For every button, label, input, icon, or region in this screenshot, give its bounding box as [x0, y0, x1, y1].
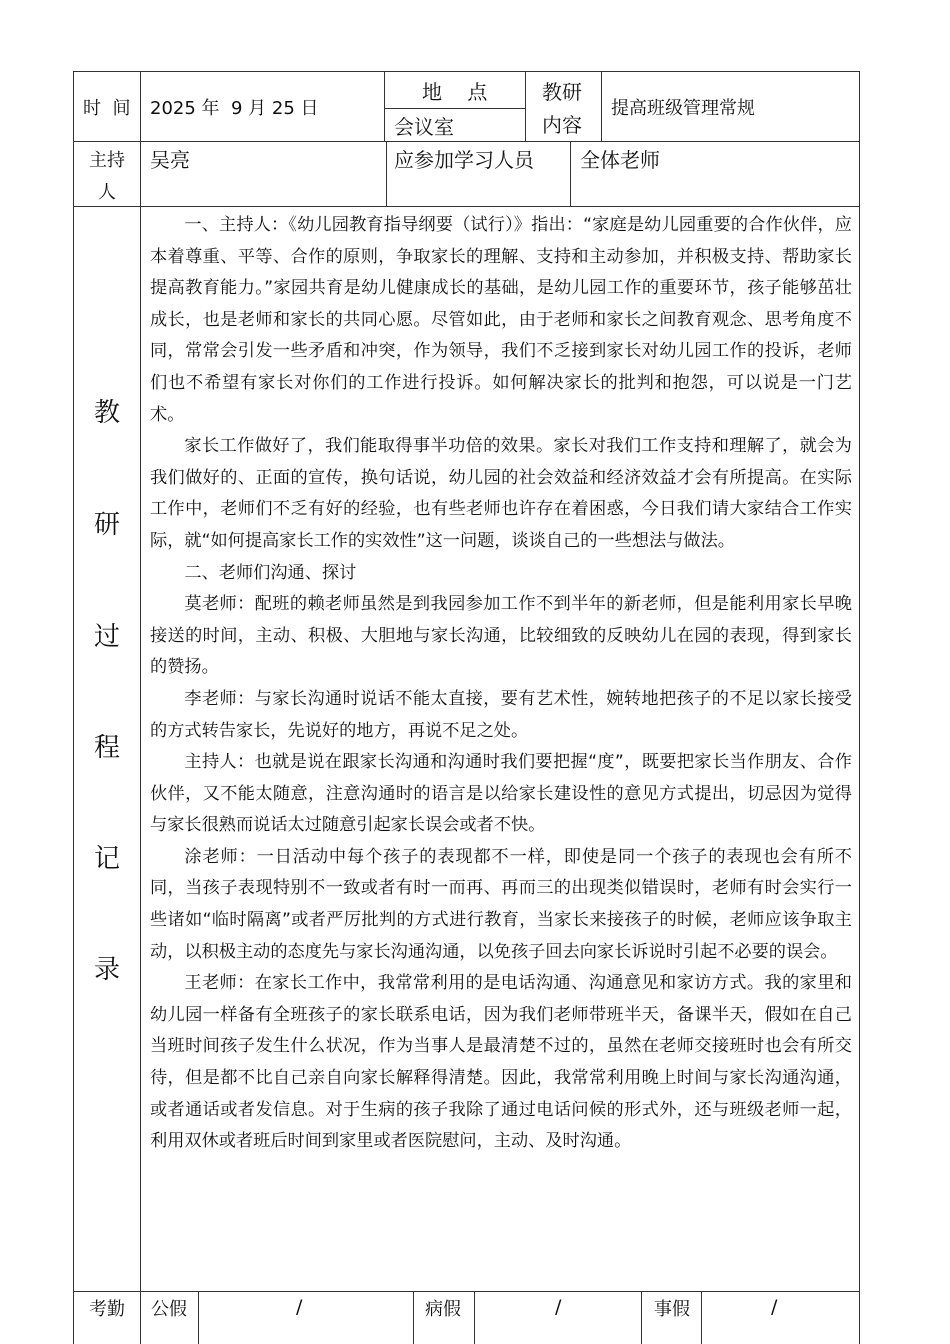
location-label: 地 点: [422, 80, 488, 104]
location-value: 会议室: [394, 115, 454, 139]
label-column-divider: [140, 71, 141, 1344]
record-label-char-4: 程: [94, 733, 121, 763]
record-label-char-2: 研: [94, 510, 121, 540]
table-border-top: [73, 71, 860, 72]
sick-leave-value: /: [555, 1296, 562, 1318]
record-label-char-5: 记: [94, 844, 121, 874]
attendance-divider-5: [701, 1291, 702, 1344]
attendance-divider-1: [198, 1291, 199, 1344]
content-value: 提高班级管理常规: [611, 98, 755, 119]
record-paragraph: 一、主持人：《幼儿园教育指导纲要（试行）》指出：“家庭是幼儿园重要的合作伙伴，应本着尊重、平等、合作的原则，争取家长的理解、支持和主动参加，并积极支持、帮助家长提高教育能力。”家园共育是幼儿健康成长的基础，是幼儿园工作的重要环节，孩子能够茁壮成长，也是老师和家长的共同心愿。尽管如此，由于老师和家长之间教育观念、思考角度不同，常常会引发一些矛盾和冲突，作为领导，我们不乏接到家长对幼儿园工作的投诉，老师们也不希望有家长对你们的工作进行投诉。如何解决家长的批判和抱怨，可以说是一门艺术。: [150, 215, 852, 425]
host-label-line1: 主持: [89, 150, 125, 171]
time-value: 2025 年 9 月 25 日: [150, 98, 319, 119]
attendance-divider-4: [641, 1291, 642, 1344]
location-divider: [384, 108, 525, 109]
attendees-value-divider: [570, 141, 571, 206]
record-paragraph: 李老师：与家长沟通时说话不能太直接，要有艺术性，婉转地把孩子的不足以家长接受的方式转告家长，先说好的地方，再说不足之处。: [150, 688, 852, 741]
record-body: [150, 210, 852, 1158]
attendance-divider-2: [413, 1291, 414, 1344]
record-paragraph: 涂老师：一日活动中每个孩子的表现都不一样，即使是同一个孩子的表现也会有所不同，当孩子表现特别不一致或者有时一而再、再而三的出现类似错误时，老师有时会实行一些诸如“临时隔离”或者严厉批判的方式进行教育，当家长来接孩子的时候，老师应该争取主动，以积极主动的态度先与家长沟通沟通，以免孩子回去向家长诉说时引起不必要的误会。: [150, 846, 852, 962]
content-label-line2: 内容: [542, 113, 582, 137]
row-divider-3: [73, 1291, 860, 1292]
location-left-divider: [384, 71, 385, 141]
casual-leave-label: 事假: [654, 1299, 690, 1320]
row-divider-1: [73, 141, 860, 142]
content-left-divider: [525, 71, 526, 141]
host-value: 吴亮: [150, 148, 190, 172]
time-label: 时 间: [83, 98, 131, 119]
record-paragraph: 王老师：在家长工作中，我常常利用的是电话沟通、沟通意见和家访方式。我的家里和幼儿园一样备有全班孩子的家长联系电话，因为我们老师带班半天，备课半天，假如在自己当班时间孩子发生什么状况，作为当事人是最清楚不过的，虽然在老师交接班时也会有所交待，但是都不比自己亲自向家长解释得清楚。因此，我常常利用晚上时间与家长沟通沟通，或者通话或者发信息。对于生病的孩子我除了通过电话问候的形式外，还与班级老师一起，利用双休或者班后时间到家里或者医院慰问，主动、及时沟通。: [150, 973, 852, 1152]
content-label-line1: 教研: [542, 80, 582, 104]
casual-leave-value: /: [771, 1296, 778, 1318]
attendees-value: 全体老师: [580, 148, 660, 172]
attendees-label: 应参加学习人员: [394, 148, 534, 172]
record-paragraph: 莫老师：配班的赖老师虽然是到我园参加工作不到半年的新老师，但是能利用家长早晚接送的时间，主动、积极、大胆地与家长沟通，比较细致的反映幼儿在园的表现，得到家长的赞扬。: [150, 594, 852, 678]
table-border-left: [73, 71, 74, 1344]
host-label-line2: 人: [98, 182, 116, 203]
sick-leave-label: 病假: [425, 1299, 461, 1320]
attendees-left-divider: [386, 141, 387, 206]
record-paragraph: 二、老师们沟通、探讨: [184, 562, 357, 583]
record-label-char-6: 录: [94, 955, 121, 985]
record-paragraph: 家长工作做好了，我们能取得事半功倍的效果。家长对我们工作支持和理解了，就会为我们做好的、正面的宣传，换句话说，幼儿园的社会效益和经济效益才会有所提高。在实际工作中，老师们不乏有好的经验，也有些老师也许存在着困惑，今日我们请大家结合工作实际，就“如何提高家长工作的实效性”这一问题，谈谈自己的一些想法与做法。: [150, 436, 852, 551]
row-divider-2: [73, 206, 860, 207]
personal-leave-label: 公假: [151, 1299, 187, 1320]
attendance-divider-3: [474, 1291, 475, 1344]
table-border-right: [859, 71, 860, 1344]
attendance-label: 考勤: [89, 1299, 125, 1320]
content-value-divider: [601, 71, 602, 141]
record-label-char-3: 过: [94, 622, 121, 652]
record-label-char-1: 教: [94, 398, 121, 428]
personal-leave-value: /: [296, 1296, 303, 1318]
record-paragraph: 主持人：也就是说在跟家长沟通和沟通时我们要把握“度”，既要把家长当作朋友、合作伙伴，又不能太随意，注意沟通时的语言是以给家长建设性的意见方式提出，切忌因为觉得与家长很熟而说话太过随意引起家长误会或者不快。: [150, 752, 852, 836]
